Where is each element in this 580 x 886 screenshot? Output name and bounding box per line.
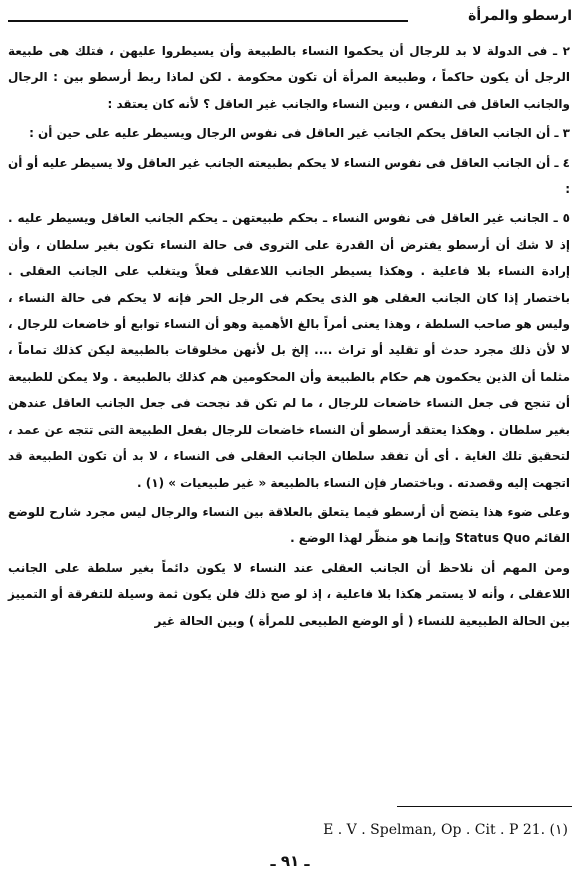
paragraph-point-2: ٢ ـ فى الدولة لا بد للرجال أن يحكموا النساء بالطبيعة وأن يسيطروا عليهن ، فتلك هى طبيعة الرجل أن يكون حاكماً ، وطبيعة المرأة أن تكون محكومة . لكن لماذا ربط أرسطو بين : الرجال والجانب العاقل فى النفس ، وبين النساء والجانب غير العاقل ؟ لأنه كان يعتقد : (8, 44, 570, 111)
paragraph-status-quo: وعلى ضوء هذا يتضح أن أرسطو فيما يتعلق بالعلاقة بين النساء والرجال ليس مجرد شارح للوضع القائم Status Quo وإنما هو منظّر لهذا الوضع . (8, 504, 570, 546)
header-rule (8, 20, 408, 22)
paragraph-point-3: ٣ ـ أن الجانب العاقل يحكم الجانب غير العاقل فى نفوس الرجال ويسيطر عليه على حين أن : (29, 126, 570, 141)
running-head-title: ارسطو والمرأة (468, 8, 572, 24)
footnote-rule (397, 806, 572, 807)
page-number: ـ ٩١ ـ (270, 852, 310, 870)
body-text (8, 38, 570, 637)
footnote: E . V . Spelman, Op . Cit . P 21. (١) (323, 822, 568, 838)
paragraph-point-5: ٥ ـ الجانب غير العاقل فى نفوس النساء ـ بحكم طبيعتهن ـ يحكم الجانب العاقل ويسيطر عليه . إذ لا شك أن أرسطو يفترض أن القدرة على التروى فى حالة النساء تكون بغير سلطان ، وأن إرادة النساء بلا فاعلية . وهكذا يسيطر الجانب اللاعقلى فعلاً ويتغلب على الجانب العقلى . باختصار إذا كان الجانب العقلى هو الذى يحكم فى الرجل الحر فإنه لا يحكم فى حالة النساء ، وليس هو صاحب السلطة ، وهذا يعنى أمراً بالغ الأهمية وهو أن النساء توابع أو خاضعات للرجال ، لا لأن ذلك مجرد حدث أو تقليد أو تراث .... إلخ بل لأنهن مخلوقات بالطبيعة ليكن كذلك تماماً ، مثلما أن الذين يحكمون هم حكام بالطبيعة وأن المحكومين هم كذلك بالطبيعة . ولا يمكن للطبيعة أن تنجح فى جعل النساء خاضعات للرجال ، ما لم تكن قد نجحت فى جعل الجانب العاقل عندهن بغير سلطان . وهكذا يعتقد أرسطو أن النساء خاضعات للرجال بفعل الطبيعة التى تتجه عن عمد ، لتحقيق تلك الغاية . أى أن تفقد سلطان الجانب العقلى فى النساء ، لا بد أن تكون الطبيعة قد اتجهت إليه وقصدته . وباختصار فإن النساء بالطبيعة « غير طبيعيات » (١) . (8, 211, 570, 490)
paragraph-note: ومن المهم أن نلاحظ أن الجانب العقلى عند النساء لا يكون دائماً بغير سلطة على الجانب اللاعقلى ، وأنه لا يستمر هكذا بلا فاعلية ، إذ لو صح ذلك فلن يكون ثمة وسيلة للتفرقة أو التمييز بين الحالة الطبيعية للنساء ( أو الوضع الطبيعى للمرأة ) وبين الحالة غير (8, 560, 570, 628)
paragraph-point-4: ٤ ـ أن الجانب العاقل فى نفوس النساء لا يحكم بطبيعته الجانب غير العاقل ولا يسيطر عليه أو أن : (8, 155, 570, 197)
